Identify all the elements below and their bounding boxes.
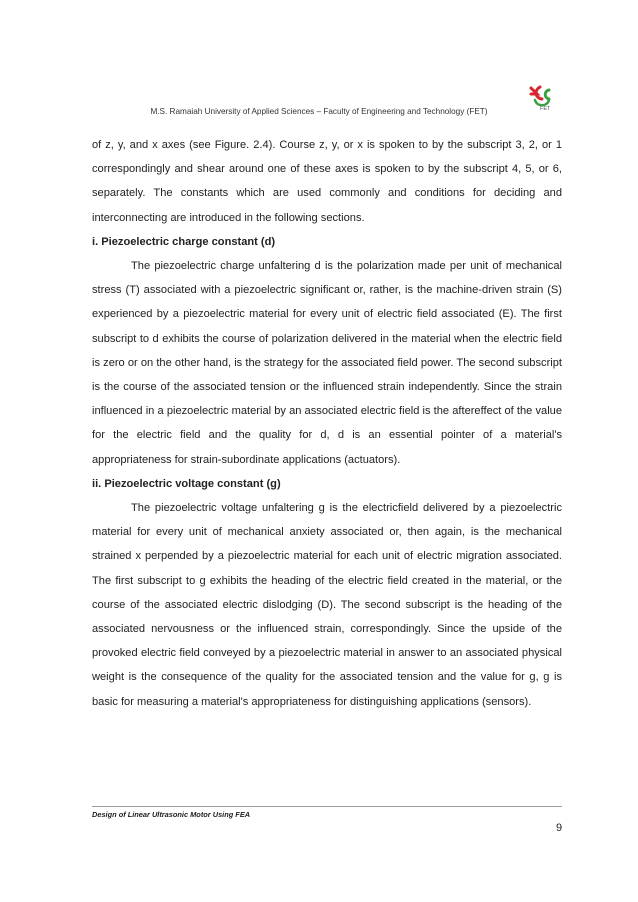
intro-paragraph: of z, y, and x axes (see Figure. 2.4). Course z, y, or x is spoken to by the subscript 3, 2, or 1 correspondingly and shear around one of these axes is spoken to by the subscript 4, 5, or 6, separately. The constants which are used commonly and conditions for deciding and interconnecting are introduced in the following sections.	[92, 139, 562, 224]
logo-label: FET	[540, 106, 551, 112]
footer-divider	[92, 806, 562, 807]
section-heading-charge-constant: i. Piezoelectric charge constant (d)	[92, 235, 276, 248]
institution-header: M.S. Ramaiah University of Applied Sciences – Faculty of Engineering and Technology (FET)	[150, 107, 488, 116]
charge-constant-paragraph: The piezoelectric charge unfaltering d is the polarization made per unit of mechanical stress (T) associated with a piezoelectric significant or, rather, is the machine-driven strain (S) experienced by a piezoelectric material for every unit of electric field associated (E). The first subscript to d exhibits the course of polarization delivered in the material when the electric field is zero or on the other hand, is the strategy for the associated field power. The second subscript is the course of the associated tension or the influenced strain independently. Since the strain influenced in a piezoelectric material by an associated electric field is the aftereffect of the value for the electric field and the quality for d, d is an essential pointer of a material's appropriateness for strain-subordinate applications (actuators).	[92, 260, 562, 466]
body-text	[92, 133, 562, 714]
section-heading-voltage-constant: ii. Piezoelectric voltage constant (g)	[92, 477, 281, 490]
voltage-constant-paragraph: The piezoelectric voltage unfaltering g is the electricfield delivered by a piezoelectric material for every unit of mechanical anxiety associated or, then again, is the mechanical strained x perpended by a piezoelectric material for each unit of electric migration associated. The first subscript to g exhibits the heading of the electric field created in the material, or the course of the associated electric dislodging (D). The second subscript is the heading of the associated nervousness or the influenced strain, correspondingly. Since the upside of the provoked electric field conveyed by a piezoelectric material in answer to an associated physical weight is the consequence of the quality for the associated tension and the value for g, g is basic for measuring a material's appropriateness for distinguishing applications (sensors).	[92, 502, 562, 708]
page-number: 9	[556, 822, 563, 834]
footer-title: Design of Linear Ultrasonic Motor Using FEA	[92, 810, 251, 819]
